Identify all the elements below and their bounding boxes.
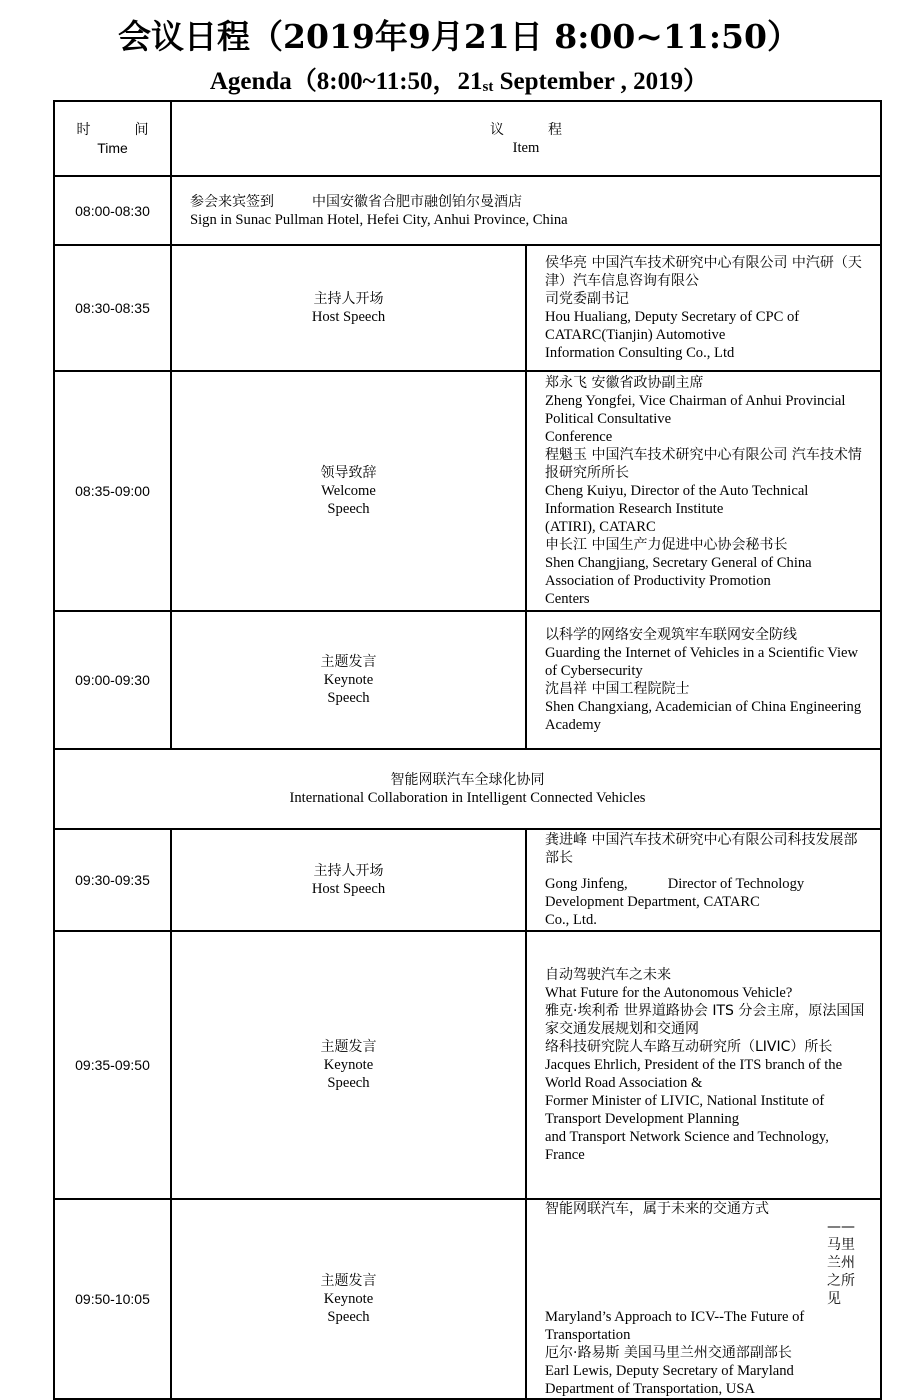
row-type-en: Speech (327, 1309, 370, 1325)
table-header-row (54, 101, 881, 176)
header-time-cn-b: 间 (134, 121, 149, 138)
table-row (54, 245, 881, 371)
table-row (54, 611, 881, 749)
header-item-cn (172, 121, 880, 139)
header-item-cn-a: 议 (490, 121, 504, 138)
row-type-cn: 主持人开场 (313, 291, 384, 307)
item-line: 司党委副书记 (545, 291, 629, 307)
table-row (54, 176, 881, 245)
item-line (545, 875, 866, 911)
row-type (171, 829, 526, 931)
section-title-en: International Collaboration in Intelligent Connected Vehicles (289, 790, 646, 806)
row-type-en: Keynote (323, 1057, 374, 1073)
header-time-cn (55, 121, 170, 139)
row-type-en: Speech (327, 501, 370, 517)
item-line: 程魁玉 中国汽车技术研究中心有限公司 汽车技术情报研究所所长 (545, 447, 862, 481)
row-item (526, 371, 881, 611)
row-time: 08:35-09:00 (54, 371, 171, 611)
item-text: Gong Jinfeng, (545, 876, 628, 892)
title-en-ordinal: st (482, 79, 494, 95)
section-row (54, 749, 881, 829)
row-type-en: Speech (327, 1075, 370, 1091)
row-type-en: Host Speech (311, 309, 386, 325)
row-type-en: Host Speech (311, 881, 386, 897)
title-en-pre: Agenda（8:00~11:50，21 (209, 68, 483, 95)
item-line: Hou Hualiang, Deputy Secretary of CPC of CATARC(Tianjin) Automotive (545, 309, 800, 343)
item-line: 侯华亮 中国汽车技术研究中心有限公司 中汽研（天津）汽车信息咨询有限公 (545, 255, 862, 289)
item-line: Conference (545, 429, 613, 445)
row-type (171, 245, 526, 371)
agenda-table (53, 100, 882, 1400)
row-type-en: Keynote (323, 672, 374, 688)
row-type-cn: 主题发言 (320, 1039, 377, 1055)
item-line: 雅克·埃利希 世界道路协会 ITS 分会主席，原法国国家交通发展规划和交通网 (545, 1003, 865, 1037)
row-time: 09:00-09:30 (54, 611, 171, 749)
item-line: (ATIRI), CATARC (545, 519, 656, 535)
row-time: 08:00-08:30 (54, 176, 171, 245)
item-line: Shen Changjiang, Secretary General of China Association of Productivity Promotion (545, 555, 812, 589)
item-line: Jacques Ehrlich, President of the ITS branch of the World Road Association & (545, 1057, 843, 1091)
row-time: 08:30-08:35 (54, 245, 171, 371)
item-line: Former Minister of LIVIC, National Institute of Transport Development Planning (545, 1093, 825, 1127)
row-item (526, 611, 881, 749)
item-text: 参会来宾签到 (190, 193, 274, 210)
row-item (526, 829, 881, 931)
row-time: 09:30-09:35 (54, 829, 171, 931)
item-line: Sign in Sunac Pullman Hotel, Hefei City, Anhui Province, China (190, 211, 568, 228)
row-time: 09:50-10:05 (54, 1199, 171, 1399)
page-title-en (0, 66, 918, 103)
item-text: Director of Technology Development Department, CATARC (545, 876, 805, 910)
item-line: 以科学的网络安全观筑牢车联网安全防线 (545, 627, 797, 643)
item-line: Earl Lewis, Deputy Secretary of Maryland Department of Transportation, USA (545, 1363, 794, 1397)
table-row (54, 829, 881, 931)
header-time-cn-a: 时 (76, 121, 91, 138)
section-title-cn: 智能网联汽车全球化协同 (390, 772, 545, 788)
row-type-cn: 主题发言 (320, 654, 377, 670)
table-row (54, 1199, 881, 1399)
item-text: 中国安徽省合肥市融创铂尔曼酒店 (312, 193, 522, 210)
page-title-cn: 会议日程（2019年9月21日 8:00~11:50） (118, 17, 800, 56)
row-time: 09:35-09:50 (54, 931, 171, 1199)
row-type (171, 371, 526, 611)
item-line: 申长江 中国生产力促进中心协会秘书长 (545, 537, 788, 553)
item-line: 络科技研究院人车路互动研究所（LIVIC）所长 (545, 1039, 833, 1055)
row-type-cn: 主题发言 (320, 1273, 377, 1289)
row-type-cn: 主持人开场 (313, 863, 384, 879)
item-line: 龚进峰 中国汽车技术研究中心有限公司科技发展部部长 (545, 832, 858, 866)
header-item-en: Item (512, 139, 540, 156)
row-type-en: Keynote (323, 1291, 374, 1307)
item-line: 厄尔·路易斯 美国马里兰州交通部副部长 (545, 1345, 792, 1361)
header-item (171, 101, 881, 176)
item-line: Guarding the Internet of Vehicles in a Scientific View of Cybersecurity (545, 645, 859, 679)
title-en-post: September , 2019） (493, 68, 709, 95)
row-item (526, 1199, 881, 1399)
row-item (526, 245, 881, 371)
item-line (190, 193, 866, 211)
item-line: 智能网联汽车，属于未来的交通方式 (545, 1201, 769, 1217)
item-line: Information Consulting Co., Ltd (545, 345, 735, 361)
item-line: 自动驾驶汽车之未来 (545, 967, 671, 983)
row-type (171, 611, 526, 749)
item-line: 郑永飞 安徽省政协副主席 (545, 375, 704, 391)
row-item (171, 176, 881, 245)
row-type (171, 1199, 526, 1399)
item-line: Centers (545, 591, 590, 607)
item-line: Zheng Yongfei, Vice Chairman of Anhui Provincial Political Consultative (545, 393, 846, 427)
item-line: 沈昌祥 中国工程院院士 (545, 681, 690, 697)
row-type-en: Speech (327, 690, 370, 706)
table-row (54, 371, 881, 611)
header-item-cn-b: 程 (548, 121, 562, 138)
row-type-cn: 领导致辞 (320, 465, 377, 481)
row-item (526, 931, 881, 1199)
table-row (54, 931, 881, 1199)
row-type (171, 931, 526, 1199)
item-line: ——马里兰州之所见 (827, 1219, 855, 1307)
item-line: What Future for the Autonomous Vehicle? (545, 985, 793, 1001)
item-line: Co., Ltd. (545, 912, 597, 928)
item-line: Maryland’s Approach to ICV--The Future of Transportation (545, 1309, 805, 1343)
item-line: Shen Changxiang, Academician of China Engineering Academy (545, 699, 862, 733)
header-time (54, 101, 171, 176)
section-heading (54, 749, 881, 829)
item-line: and Transport Network Science and Technology, France (545, 1129, 829, 1163)
item-line: Cheng Kuiyu, Director of the Auto Technical Information Research Institute (545, 483, 809, 517)
header-time-en: Time (97, 139, 128, 156)
row-type-en: Welcome (321, 483, 376, 499)
